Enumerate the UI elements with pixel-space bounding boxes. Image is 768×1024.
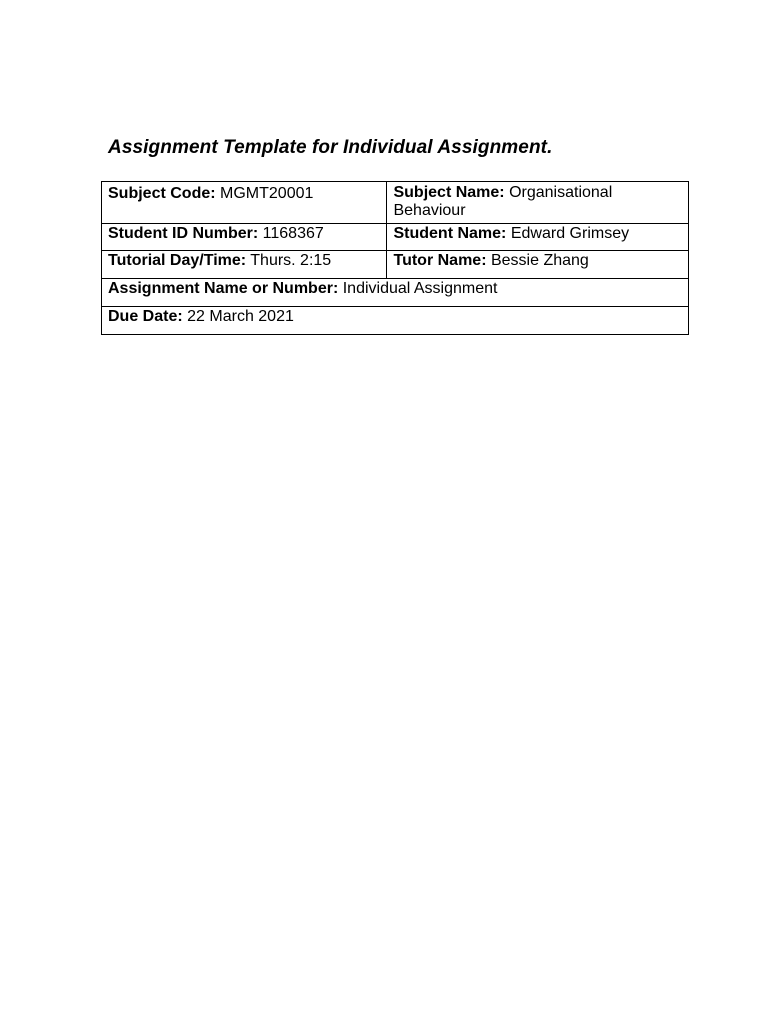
subject-code-label: Subject Code: — [108, 185, 216, 202]
due-date-label: Due Date: — [108, 308, 183, 325]
subject-code-value: MGMT20001 — [220, 185, 314, 202]
student-id-cell — [102, 224, 387, 251]
student-name-value: Edward Grimsey — [510, 225, 630, 242]
student-id-value: 1168367 — [262, 225, 324, 242]
subject-name-cell — [387, 182, 689, 224]
student-id-label: Student ID Number: — [108, 225, 259, 242]
subject-code-cell — [102, 182, 387, 224]
table-row — [102, 182, 689, 224]
tutor-name-label: Tutor Name: — [393, 252, 487, 269]
assignment-info-table — [101, 181, 689, 335]
tutorial-cell — [102, 251, 387, 279]
assignment-name-label: Assignment Name or Number: — [108, 280, 339, 297]
tutorial-label: Tutorial Day/Time: — [108, 252, 247, 269]
due-date-value: 22 March 2021 — [187, 308, 294, 325]
assignment-name-cell — [102, 279, 689, 307]
tutorial-value: Thurs. 2:15 — [250, 252, 332, 269]
table-row — [102, 224, 689, 251]
assignment-name-value: Individual Assignment — [342, 280, 498, 297]
table-row — [102, 251, 689, 279]
table-row — [102, 307, 689, 335]
page-title: Assignment Template for Individual Assignment. — [108, 137, 553, 158]
subject-name-label: Subject Name: — [393, 184, 505, 201]
due-date-cell — [102, 307, 689, 335]
subject-name-value: Organisational Behaviour — [393, 184, 613, 219]
tutor-name-cell — [387, 251, 689, 279]
tutor-name-value: Bessie Zhang — [490, 252, 589, 269]
student-name-cell — [387, 224, 689, 251]
student-name-label: Student Name: — [393, 225, 507, 242]
table-row — [102, 279, 689, 307]
